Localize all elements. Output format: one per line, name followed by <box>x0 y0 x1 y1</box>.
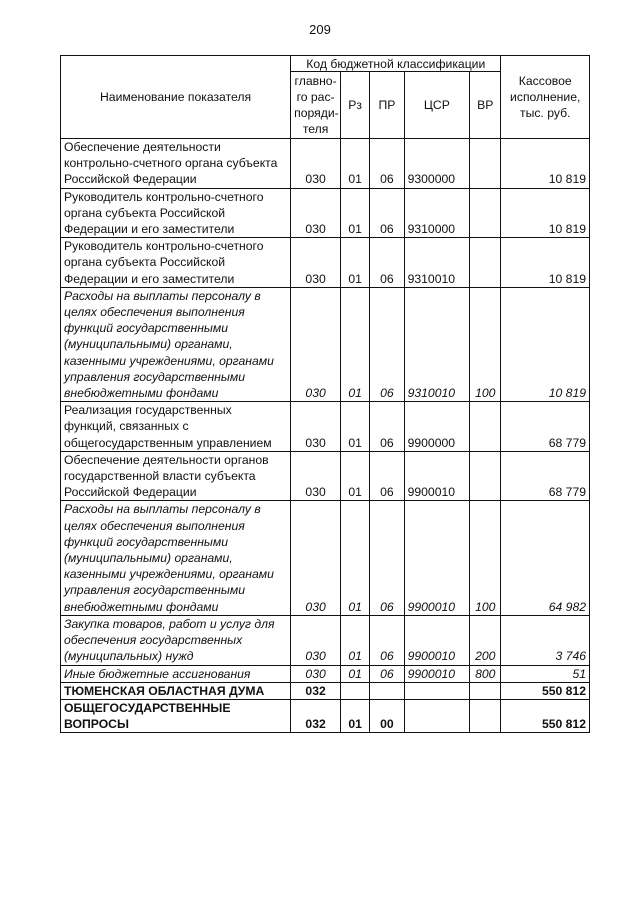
cell-vr: 800 <box>470 665 501 682</box>
cell-vr <box>470 188 501 238</box>
cell-vr: 100 <box>470 287 501 401</box>
cell-csr: 9900000 <box>404 402 470 452</box>
cell-rz: 01 <box>341 615 370 665</box>
cell-name: Расходы на выплаты персоналу в целях обеспечения выполнения функций государственными (муниципальными) органами, казенными учреждениями, органами управления государственными внебюджетными фондами <box>61 287 291 401</box>
cell-vr <box>470 699 501 732</box>
cell-pr: 06 <box>370 615 404 665</box>
cell-glav: 030 <box>291 665 341 682</box>
cell-sum: 10 819 <box>501 287 590 401</box>
cell-rz: 01 <box>341 665 370 682</box>
header-glav: главно-го рас-поряди-теля <box>291 72 341 139</box>
header-csr: ЦСР <box>404 72 470 139</box>
cell-name: Обеспечение деятельности органов государственной власти субъекта Российской Федерации <box>61 451 291 501</box>
cell-csr: 9900010 <box>404 615 470 665</box>
cell-rz: 01 <box>341 238 370 288</box>
table-row <box>61 615 590 665</box>
header-name: Наименование показателя <box>61 56 291 139</box>
cell-sum: 10 819 <box>501 188 590 238</box>
cell-rz <box>341 682 370 699</box>
cell-rz: 01 <box>341 451 370 501</box>
cell-rz: 01 <box>341 699 370 732</box>
cell-pr: 06 <box>370 501 404 615</box>
cell-vr <box>470 238 501 288</box>
table-row <box>61 238 590 288</box>
cell-rz: 01 <box>341 287 370 401</box>
cell-glav: 032 <box>291 699 341 732</box>
cell-glav: 030 <box>291 451 341 501</box>
cell-csr: 9310000 <box>404 188 470 238</box>
cell-glav: 030 <box>291 501 341 615</box>
cell-vr <box>470 139 501 189</box>
cell-sum: 550 812 <box>501 699 590 732</box>
cell-pr: 06 <box>370 451 404 501</box>
table-row <box>61 451 590 501</box>
header-rz: Рз <box>341 72 370 139</box>
cell-sum: 51 <box>501 665 590 682</box>
table-row <box>61 188 590 238</box>
cell-name: Руководитель контрольно-счетного органа субъекта Российской Федерации и его заместители <box>61 238 291 288</box>
cell-pr: 06 <box>370 188 404 238</box>
cell-vr: 100 <box>470 501 501 615</box>
cell-name: Руководитель контрольно-счетного органа субъекта Российской Федерации и его заместители <box>61 188 291 238</box>
cell-name: Закупка товаров, работ и услуг для обеспечения государственных (муниципальных) нужд <box>61 615 291 665</box>
cell-sum: 10 819 <box>501 139 590 189</box>
cell-csr: 9900010 <box>404 665 470 682</box>
cell-sum: 68 779 <box>501 402 590 452</box>
cell-csr <box>404 699 470 732</box>
table-row <box>61 139 590 189</box>
cell-sum: 550 812 <box>501 682 590 699</box>
cell-vr: 200 <box>470 615 501 665</box>
header-sum: Кассовое исполнение, тыс. руб. <box>501 56 590 139</box>
cell-csr: 9310010 <box>404 238 470 288</box>
cell-rz: 01 <box>341 139 370 189</box>
cell-pr: 06 <box>370 665 404 682</box>
cell-vr <box>470 682 501 699</box>
cell-glav: 030 <box>291 188 341 238</box>
cell-sum: 68 779 <box>501 451 590 501</box>
cell-sum: 64 982 <box>501 501 590 615</box>
header-classification-group: Код бюджетной классификации <box>291 56 501 72</box>
table-row <box>61 665 590 682</box>
cell-glav: 032 <box>291 682 341 699</box>
cell-name: ОБЩЕГОСУДАРСТВЕННЫЕ ВОПРОСЫ <box>61 699 291 732</box>
cell-rz: 01 <box>341 188 370 238</box>
cell-rz: 01 <box>341 501 370 615</box>
cell-pr <box>370 682 404 699</box>
cell-sum: 10 819 <box>501 238 590 288</box>
table-row <box>61 501 590 615</box>
table-row <box>61 287 590 401</box>
cell-glav: 030 <box>291 139 341 189</box>
cell-csr: 9900010 <box>404 451 470 501</box>
cell-glav: 030 <box>291 615 341 665</box>
cell-vr <box>470 451 501 501</box>
cell-pr: 00 <box>370 699 404 732</box>
cell-glav: 030 <box>291 238 341 288</box>
cell-pr: 06 <box>370 402 404 452</box>
cell-name: Расходы на выплаты персоналу в целях обеспечения выполнения функций государственными (муниципальными) органами, казенными учреждениями, органами управления государственными внебюджетными фондами <box>61 501 291 615</box>
table-body <box>61 139 590 733</box>
table-row <box>61 699 590 732</box>
budget-table <box>60 55 590 733</box>
cell-csr: 9900010 <box>404 501 470 615</box>
cell-name: Иные бюджетные ассигнования <box>61 665 291 682</box>
cell-glav: 030 <box>291 402 341 452</box>
cell-vr <box>470 402 501 452</box>
cell-name: Обеспечение деятельности контрольно-счетного органа субъекта Российской Федерации <box>61 139 291 189</box>
cell-csr: 9300000 <box>404 139 470 189</box>
table-row <box>61 402 590 452</box>
cell-rz: 01 <box>341 402 370 452</box>
cell-csr: 9310010 <box>404 287 470 401</box>
header-pr: ПР <box>370 72 404 139</box>
cell-name: ТЮМЕНСКАЯ ОБЛАСТНАЯ ДУМА <box>61 682 291 699</box>
cell-pr: 06 <box>370 287 404 401</box>
header-vr: ВР <box>470 72 501 139</box>
table-header <box>61 56 590 139</box>
cell-pr: 06 <box>370 139 404 189</box>
page-number: 209 <box>309 22 331 37</box>
cell-glav: 030 <box>291 287 341 401</box>
cell-sum: 3 746 <box>501 615 590 665</box>
table-row <box>61 682 590 699</box>
cell-pr: 06 <box>370 238 404 288</box>
cell-name: Реализация государственных функций, связанных с общегосударственным управлением <box>61 402 291 452</box>
cell-csr <box>404 682 470 699</box>
